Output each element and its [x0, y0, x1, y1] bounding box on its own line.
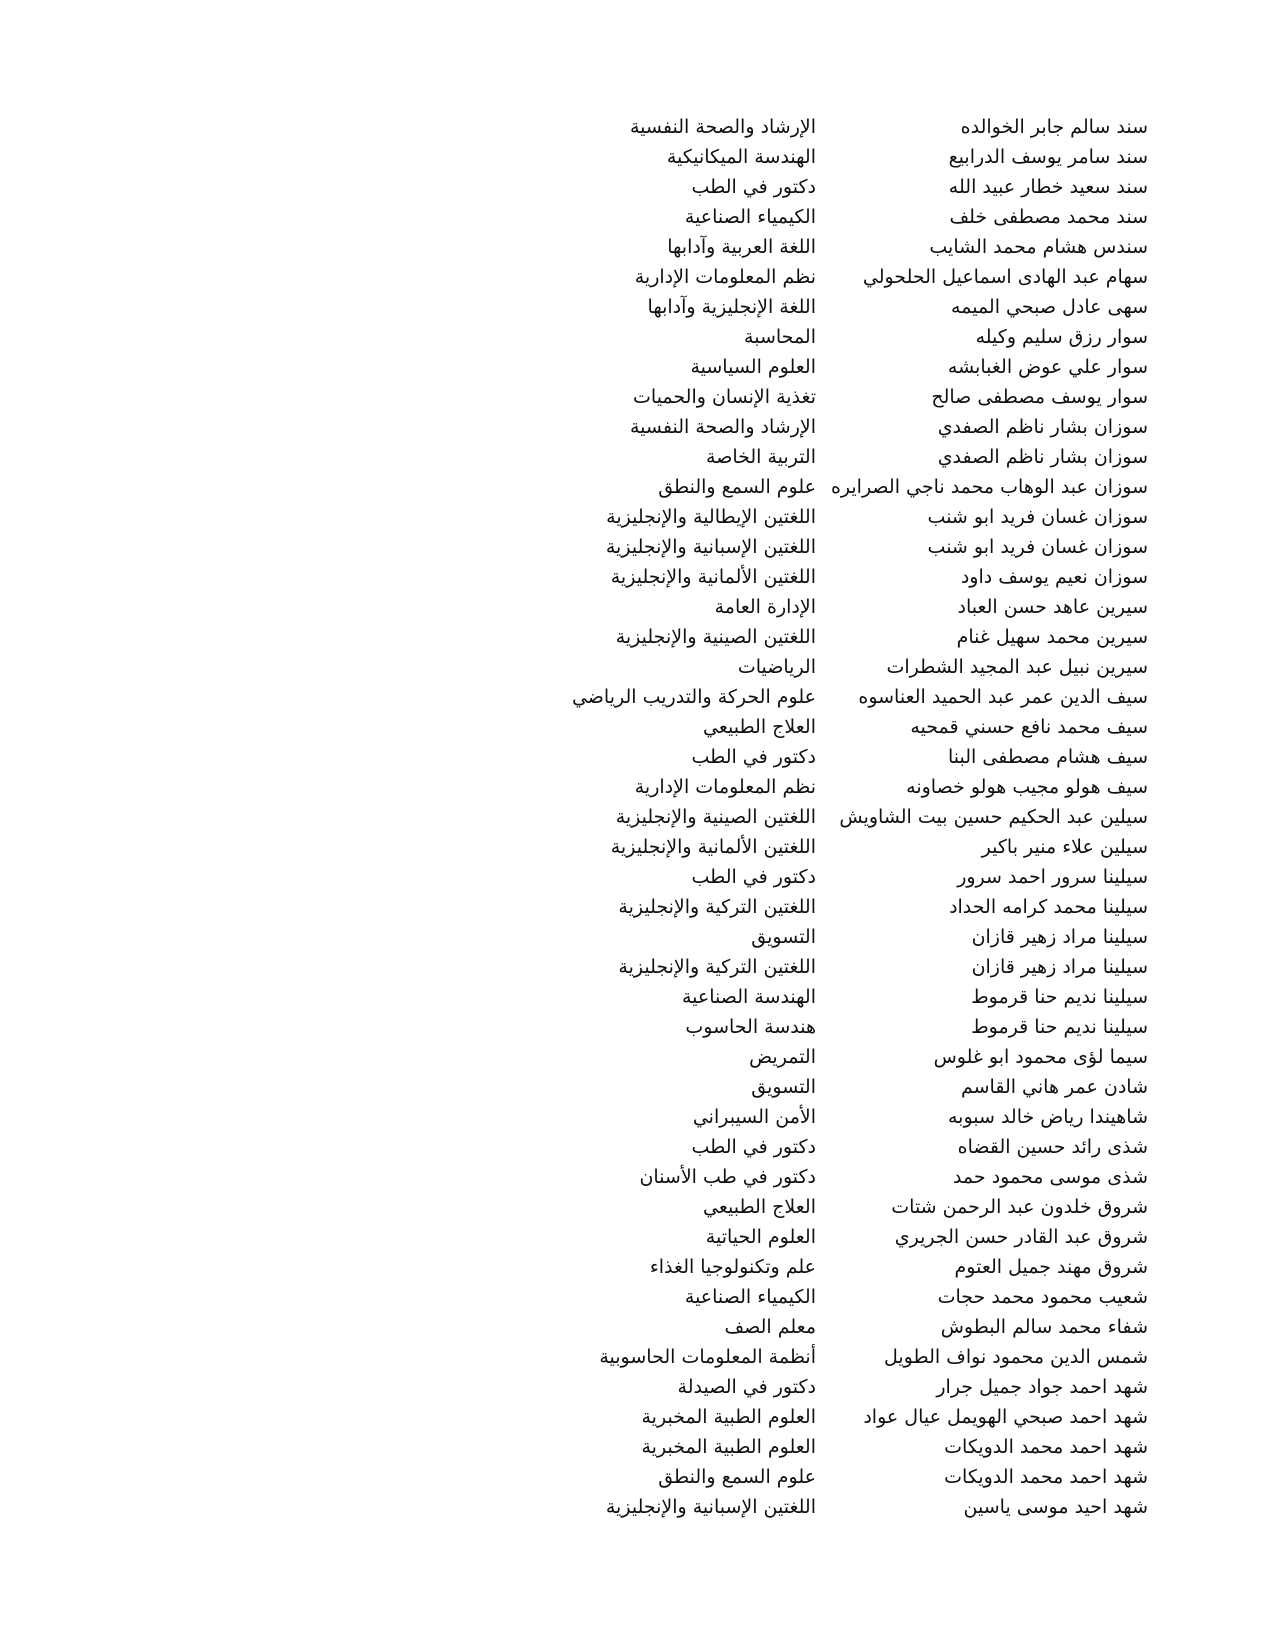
student-major: دكتور في الطب [691, 746, 816, 768]
student-name: شروق عبد القادر حسن الجريري [894, 1226, 1148, 1248]
student-name: شهد احمد صبحي الهويمل عيال عواد [863, 1406, 1148, 1428]
student-name: سوار يوسف مصطفى صالح [931, 386, 1148, 408]
student-major: دكتور في طب الأسنان [639, 1166, 816, 1188]
list-item [0, 1042, 1275, 1072]
list-item [0, 802, 1275, 832]
student-major: العلوم السياسية [690, 356, 816, 378]
student-name: شعيب محمود محمد حجات [937, 1286, 1148, 1308]
student-name: سند سالم جابر الخوالده [960, 116, 1148, 138]
student-name: سيلينا سرور احمد سرور [957, 866, 1148, 888]
student-name: سوزان نعيم يوسف داود [960, 566, 1148, 588]
student-name: شفاء محمد سالم البطوش [940, 1316, 1148, 1338]
list-item [0, 142, 1275, 172]
student-major: العلوم الحياتية [705, 1226, 816, 1248]
list-item [0, 382, 1275, 412]
student-major: معلم الصف [724, 1316, 816, 1338]
student-name: شمس الدين محمود نواف الطويل [883, 1346, 1148, 1368]
list-item [0, 772, 1275, 802]
student-name: شروق خلدون عبد الرحمن شتات [891, 1196, 1148, 1218]
list-item [0, 922, 1275, 952]
student-major: اللغتين الألمانية والإنجليزية [610, 566, 816, 588]
student-name: سند محمد مصطفى خلف [949, 206, 1148, 228]
list-item [0, 112, 1275, 142]
list-item [0, 412, 1275, 442]
student-major: اللغتين التركية والإنجليزية [618, 956, 816, 978]
student-major: اللغتين الإسبانية والإنجليزية [605, 536, 816, 558]
student-major: التمريض [749, 1046, 816, 1068]
student-name: سند سامر يوسف الدرابيع [948, 146, 1148, 168]
student-name: سيف هشام مصطفى البنا [948, 746, 1148, 768]
list-item [0, 562, 1275, 592]
student-name: سهى عادل صبحي الميمه [951, 296, 1148, 318]
student-major: التربية الخاصة [706, 446, 816, 468]
student-major: التسويق [751, 1076, 816, 1098]
student-name: سندس هشام محمد الشايب [929, 236, 1148, 258]
student-name: سيلين عبد الحكيم حسين بيت الشاويش [839, 806, 1148, 828]
list-item [0, 532, 1275, 562]
list-item [0, 1102, 1275, 1132]
student-major: الإرشاد والصحة النفسية [630, 116, 816, 138]
list-item [0, 742, 1275, 772]
student-major: علم وتكنولوجيا الغذاء [649, 1256, 816, 1278]
student-major: اللغة الإنجليزية وآدابها [647, 296, 816, 318]
list-item [0, 1222, 1275, 1252]
list-item [0, 352, 1275, 382]
student-major: الرياضيات [737, 656, 816, 678]
student-name: سيلينا مراد زهير قازان [971, 926, 1148, 948]
list-item [0, 322, 1275, 352]
student-name: سيلينا مراد زهير قازان [971, 956, 1148, 978]
student-name: سوار رزق سليم وكيله [975, 326, 1148, 348]
student-major: العلوم الطبية المخبرية [641, 1436, 816, 1458]
student-name: سوزان غسان فريد ابو شنب [927, 506, 1148, 528]
list-item [0, 472, 1275, 502]
list-item [0, 622, 1275, 652]
list-item [0, 292, 1275, 322]
list-item [0, 1252, 1275, 1282]
name-major-list [0, 112, 1275, 1522]
student-name: سيلينا محمد كرامه الحداد [949, 896, 1148, 918]
student-major: أنظمة المعلومات الحاسوبية [599, 1346, 816, 1368]
student-major: دكتور في الطب [691, 176, 816, 198]
student-name: سيلينا نديم حنا قرموط [971, 1016, 1148, 1038]
student-major: تغذية الإنسان والحميات [633, 386, 816, 408]
student-name: شهد احمد محمد الدويكات [944, 1436, 1148, 1458]
student-name: سيلين علاء منير باكير [981, 836, 1148, 858]
student-name: سيما لؤى محمود ابو غلوس [933, 1046, 1148, 1068]
list-item [0, 1462, 1275, 1492]
student-name: شهد احيد موسى ياسين [963, 1496, 1148, 1518]
list-item [0, 502, 1275, 532]
student-major: العلوم الطبية المخبرية [641, 1406, 816, 1428]
student-name: شاهيندا رياض خالد سبوبه [947, 1106, 1148, 1128]
list-item [0, 892, 1275, 922]
student-major: علوم السمع والنطق [658, 476, 816, 498]
student-name: سيف هولو مجيب هولو خصاونه [906, 776, 1148, 798]
list-item [0, 232, 1275, 262]
student-name: سند سعيد خطار عبيد الله [948, 176, 1148, 198]
list-item [0, 1312, 1275, 1342]
list-item [0, 1432, 1275, 1462]
student-major: اللغتين الإيطالية والإنجليزية [606, 506, 816, 528]
list-item [0, 202, 1275, 232]
student-name: سوار علي عوض الغبابشه [947, 356, 1148, 378]
list-item [0, 1012, 1275, 1042]
student-major: التسويق [751, 926, 816, 948]
list-item [0, 1402, 1275, 1432]
student-name: شادن عمر هاني القاسم [960, 1076, 1148, 1098]
student-major: دكتور في الطب [691, 1136, 816, 1158]
student-name: سهام عبد الهادى اسماعيل الحلحولي [862, 266, 1148, 288]
student-name: شروق مهند جميل العتوم [954, 1256, 1148, 1278]
list-item [0, 1192, 1275, 1222]
student-major: العلاج الطبيعي [703, 716, 816, 738]
student-name: سيلينا نديم حنا قرموط [971, 986, 1148, 1008]
student-major: نظم المعلومات الإدارية [634, 266, 816, 288]
list-item [0, 832, 1275, 862]
student-major: اللغتين الصينية والإنجليزية [615, 806, 816, 828]
student-name: سيف الدين عمر عبد الحميد العناسوه [858, 686, 1148, 708]
student-major: الهندسة الميكانيكية [666, 146, 816, 168]
student-major: نظم المعلومات الإدارية [634, 776, 816, 798]
list-item [0, 1132, 1275, 1162]
list-item [0, 442, 1275, 472]
student-name: سوزان غسان فريد ابو شنب [927, 536, 1148, 558]
student-major: العلاج الطبيعي [703, 1196, 816, 1218]
list-item [0, 1492, 1275, 1522]
student-major: اللغتين الصينية والإنجليزية [615, 626, 816, 648]
list-item [0, 1162, 1275, 1192]
student-major: دكتور في الطب [691, 866, 816, 888]
list-item [0, 1282, 1275, 1312]
student-major: دكتور في الصيدلة [677, 1376, 816, 1398]
student-major: اللغتين الألمانية والإنجليزية [610, 836, 816, 858]
student-major: الإرشاد والصحة النفسية [630, 416, 816, 438]
student-name: سيرين عاهد حسن العباد [957, 596, 1148, 618]
list-item [0, 172, 1275, 202]
student-major: الأمن السيبراني [692, 1106, 816, 1128]
student-major: الكيمياء الصناعية [684, 1286, 816, 1308]
list-item [0, 1372, 1275, 1402]
list-item [0, 1072, 1275, 1102]
list-item [0, 592, 1275, 622]
student-name: سيرين نبيل عبد المجيد الشطرات [886, 656, 1148, 678]
student-name: شهد احمد جواد جميل جرار [936, 1376, 1148, 1398]
list-item [0, 652, 1275, 682]
list-item [0, 862, 1275, 892]
student-name: سوزان بشار ناظم الصفدي [937, 416, 1148, 438]
student-major: الهندسة الصناعية [681, 986, 816, 1008]
student-major: المحاسبة [744, 326, 816, 348]
student-name: سوزان بشار ناظم الصفدي [937, 446, 1148, 468]
list-item [0, 712, 1275, 742]
student-name: سوزان عبد الوهاب محمد ناجي الصرايره [830, 476, 1148, 498]
student-major: الكيمياء الصناعية [684, 206, 816, 228]
list-item [0, 952, 1275, 982]
list-item [0, 982, 1275, 1012]
student-major: اللغتين الإسبانية والإنجليزية [605, 1496, 816, 1518]
student-major: الإدارة العامة [714, 596, 816, 618]
student-name: شهد احمد محمد الدويكات [944, 1466, 1148, 1488]
student-major: علوم الحركة والتدريب الرياضي [571, 686, 816, 708]
student-name: شذى رائد حسين القضاه [957, 1136, 1148, 1158]
student-major: علوم السمع والنطق [658, 1466, 816, 1488]
list-item [0, 262, 1275, 292]
student-major: هندسة الحاسوب [685, 1016, 816, 1038]
student-name: سيف محمد نافع حسني قمحيه [910, 716, 1148, 738]
student-name: شذى موسى محمود حمد [952, 1166, 1148, 1188]
list-item [0, 682, 1275, 712]
student-major: اللغتين التركية والإنجليزية [618, 896, 816, 918]
list-item [0, 1342, 1275, 1372]
student-name: سيرين محمد سهيل غنام [956, 626, 1148, 648]
student-major: اللغة العربية وآدابها [667, 236, 816, 258]
